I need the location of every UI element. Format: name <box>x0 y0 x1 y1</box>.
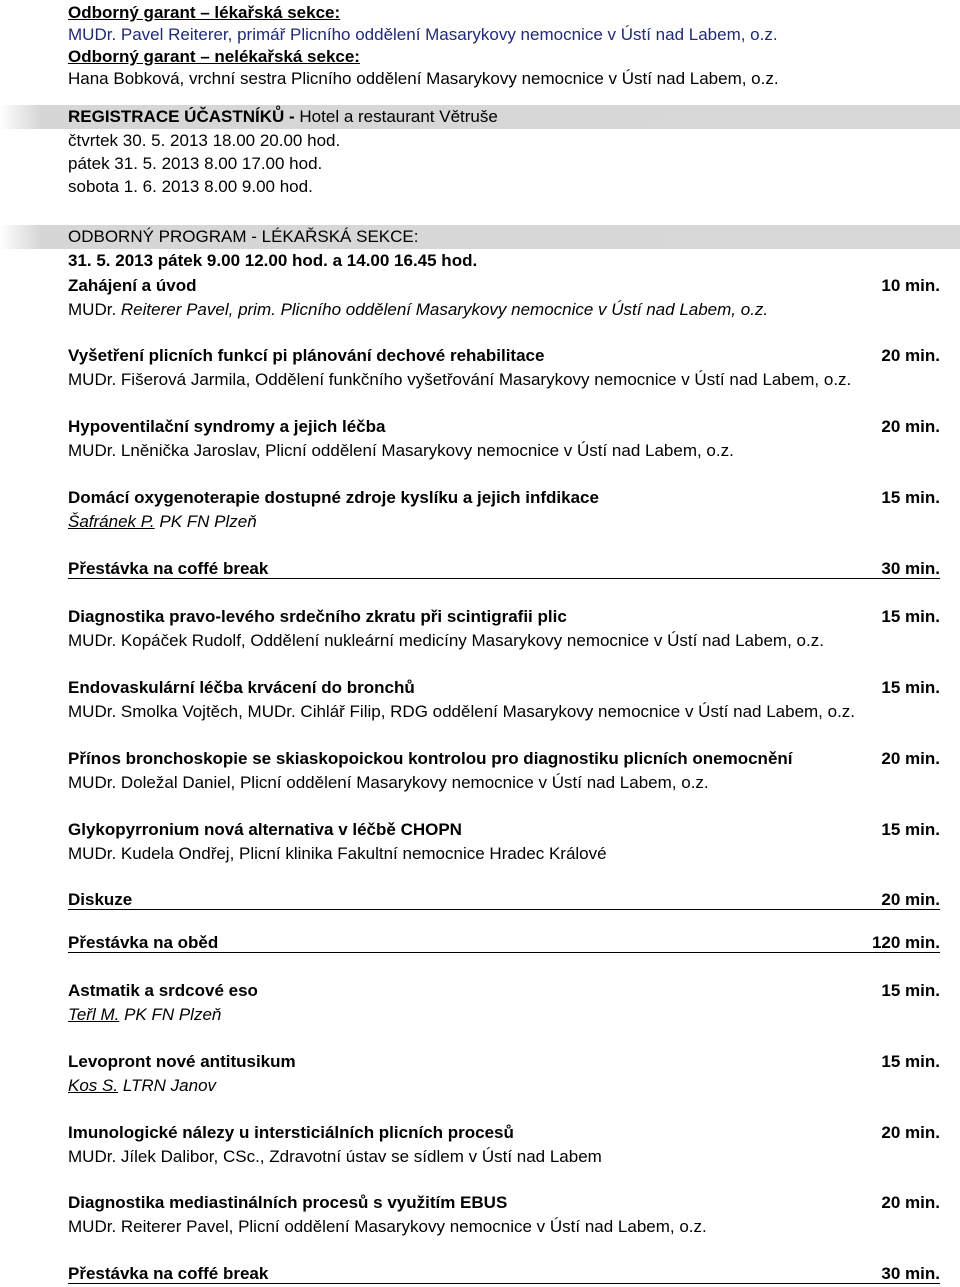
speaker-prefix: MUDr. <box>68 631 117 650</box>
break-title: Přestávka na coffé break <box>68 1264 269 1283</box>
nonmedical-guarantor-label: Odborný garant – nelékařská sekce: <box>68 47 360 66</box>
break-title: Přestávka na coffé break <box>68 559 269 578</box>
discussion-duration: 20 min. <box>881 890 940 909</box>
registration-title: REGISTRACE ÚČASTNÍKŮ - <box>68 107 295 126</box>
speaker-prefix: MUDr. <box>68 300 117 319</box>
speaker-prefix: Teřl M. <box>68 1005 120 1024</box>
lunch-title: Přestávka na oběd <box>68 933 219 952</box>
talk-title: Přínos bronchoskopie se skiaskopoickou kontrolou pro diagnostiku plicních onemocnění <box>68 749 793 768</box>
speaker-name: PK FN Plzeň <box>159 512 257 531</box>
break-underline <box>68 1283 940 1284</box>
talk-duration: 20 min. <box>881 749 940 768</box>
talk-duration: 20 min. <box>881 1193 940 1212</box>
talk-title: Levopront nové antitusikum <box>68 1052 296 1071</box>
talk-title: Diagnostika mediastinálních procesů s využitím EBUS <box>68 1193 508 1212</box>
speaker-name: PK FN Plzeň <box>124 1005 222 1024</box>
medical-guarantor: MUDr. Pavel Reiterer, primář Plicního oddělení Masarykovy nemocnice v Ústí nad Labem, o.z. <box>68 25 778 44</box>
registration-place: Hotel a restaurant Větruše <box>299 107 498 126</box>
talk-title: Vyšetření plicních funkcí pi plánování dechové rehabilitace <box>68 346 545 365</box>
speaker-prefix: MUDr. <box>68 1217 117 1236</box>
talk-title: Hypoventilační syndromy a jejich léčba <box>68 417 386 436</box>
talk-title: Endovaskulární léčba krvácení do bronchů <box>68 678 415 697</box>
speaker-prefix: MUDr. <box>68 441 117 460</box>
registration-time-sat: sobota 1. 6. 2013 8.00 9.00 hod. <box>68 177 313 196</box>
talk-duration: 15 min. <box>881 607 940 626</box>
speaker-name: Jílek Dalibor, CSc., Zdravotní ústav se sídlem v Ústí nad Labem <box>120 1147 602 1166</box>
speaker-prefix: MUDr. <box>68 702 117 721</box>
talk-title: Domácí oxygenoterapie dostupné zdroje kyslíku a jejich infdikace <box>68 488 599 507</box>
registration-time-fri: pátek 31. 5. 2013 8.00 17.00 hod. <box>68 154 323 173</box>
speaker-name: Kudela Ondřej, Plicní klinika Fakultní nemocnice Hradec Králové <box>120 844 607 863</box>
talk-duration: 15 min. <box>881 1052 940 1071</box>
talk-duration: 20 min. <box>881 346 940 365</box>
speaker-name: Doležal Daniel, Plicní oddělení Masarykovy nemocnice v Ústí nad Labem, o.z. <box>120 773 709 792</box>
speaker-prefix: MUDr. <box>68 370 117 389</box>
speaker-name: Kopáček Rudolf, Oddělení nukleární medicíny Masarykovy nemocnice v Ústí nad Labem, o.z. <box>120 631 824 650</box>
discussion-underline <box>68 909 940 910</box>
talk-duration: 15 min. <box>881 678 940 697</box>
speaker-name: LTRN Janov <box>122 1076 217 1095</box>
talk-title: Zahájení a úvod <box>68 276 197 295</box>
speaker-name: Smolka Vojtěch, MUDr. Cihlář Filip, RDG oddělení Masarykovy nemocnice v Ústí nad Labem, o.z. <box>120 702 856 721</box>
talk-title: Astmatik a srdcové eso <box>68 981 258 1000</box>
speaker-name: Reiterer Pavel, prim. Plicního oddělení Masarykovy nemocnice v Ústí nad Labem, o.z. <box>120 300 769 319</box>
speaker-prefix: MUDr. <box>68 773 117 792</box>
speaker-prefix: Šafránek P. <box>68 512 155 531</box>
talk-duration: 15 min. <box>881 488 940 507</box>
talk-duration: 20 min. <box>881 1123 940 1142</box>
break-duration: 30 min. <box>881 559 940 578</box>
speaker-name: Lněnička Jaroslav, Plicní oddělení Masarykovy nemocnice v Ústí nad Labem, o.z. <box>120 441 734 460</box>
talk-title: Imunologické nálezy u intersticiálních plicních procesů <box>68 1123 514 1142</box>
talk-duration: 15 min. <box>881 820 940 839</box>
speaker-name: Fišerová Jarmila, Oddělení funkčního vyšetřování Masarykovy nemocnice v Ústí nad Labem, o.z. <box>120 370 852 389</box>
program-heading <box>0 225 960 249</box>
talk-duration: 15 min. <box>881 981 940 1000</box>
lunch-duration: 120 min. <box>871 933 940 952</box>
talk-duration: 20 min. <box>881 417 940 436</box>
registration-time-thu: čtvrtek 30. 5. 2013 18.00 20.00 hod. <box>68 131 341 150</box>
talk-title: Glykopyrronium nová alternativa v léčbě CHOPN <box>68 820 462 839</box>
program-title: ODBORNÝ PROGRAM - LÉKAŘSKÁ SEKCE: <box>68 227 419 246</box>
talk-title: Diagnostika pravo-levého srdečního zkratu při scintigrafii plic <box>68 607 567 626</box>
speaker-prefix: MUDr. <box>68 844 117 863</box>
lunch-underline <box>68 952 940 953</box>
discussion-title: Diskuze <box>68 890 133 909</box>
speaker-name: Reiterer Pavel, Plicní oddělení Masarykovy nemocnice v Ústí nad Labem, o.z. <box>120 1217 707 1236</box>
speaker-prefix: Kos S. <box>68 1076 119 1095</box>
registration-heading <box>0 105 960 129</box>
medical-guarantor-label: Odborný garant – lékařská sekce: <box>68 3 341 22</box>
break-underline <box>68 578 940 579</box>
program-date: 31. 5. 2013 pátek 9.00 12.00 hod. a 14.00 16.45 hod. <box>68 251 478 270</box>
break-duration: 30 min. <box>881 1264 940 1283</box>
nonmedical-guarantor: Hana Bobková, vrchní sestra Plicního oddělení Masarykovy nemocnice v Ústí nad Labem, o.z. <box>68 69 779 88</box>
talk-duration: 10 min. <box>881 276 940 295</box>
speaker-prefix: MUDr. <box>68 1147 117 1166</box>
